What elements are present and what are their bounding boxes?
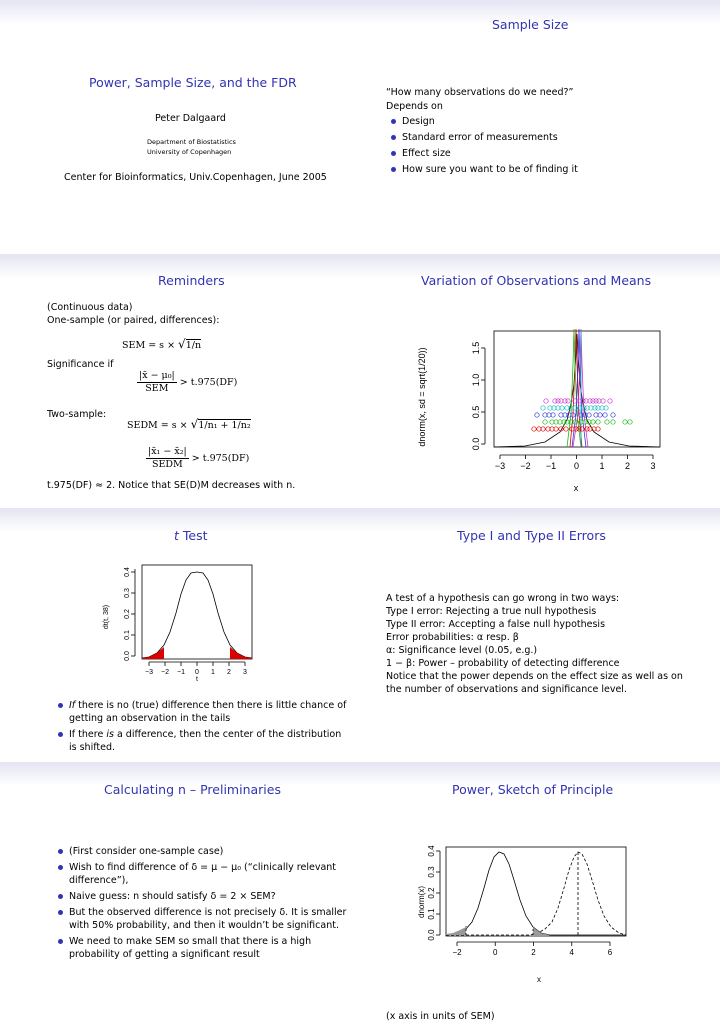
x-tick-label: −3 (145, 669, 153, 676)
x-tick-label: 2 (227, 669, 231, 676)
observation-point (596, 420, 600, 424)
x-axis-label: x (573, 483, 579, 493)
y-tick-label: 0.4 (124, 567, 131, 577)
observation-point (564, 427, 568, 431)
text-line: Error probabilities: α resp. β (386, 632, 519, 643)
y-axis-label: dt(t, 38) (103, 604, 110, 630)
denominator: SEM (145, 383, 169, 394)
list-item: (First consider one-sample case) (57, 845, 347, 858)
title-rest: Test (178, 528, 208, 543)
depends-list (390, 115, 578, 179)
text-line: Significance if (47, 359, 114, 370)
x-tick-label: 1 (599, 461, 605, 471)
formula-radicand: 1/n₁ + 1/n₂ (198, 420, 251, 431)
text-line: Type I error: Rejecting a true null hypothesis (386, 606, 597, 617)
fraction (146, 446, 189, 471)
text-line: Type II error: Accepting a false null hypothesis (386, 619, 606, 630)
preliminaries-list (57, 845, 347, 964)
emphasis: If (69, 700, 76, 711)
bullet-text: there is no (true) difference then there is little chance of getting an observation in the tails (69, 700, 347, 724)
observation-point (566, 399, 570, 403)
observation-point (608, 399, 612, 403)
significance-formula (137, 370, 237, 395)
text-line: Notice that the power depends on the effect size as well as on (386, 671, 683, 682)
university: University of Copenhagen (147, 148, 232, 156)
sedm-formula: SEDM = s × √1/n₁ + 1/n₂ (127, 417, 251, 431)
sample-size-frame (360, 0, 720, 254)
frame-title: Variation of Observations and Means (421, 273, 652, 288)
observation-point (605, 420, 609, 424)
list-item: Effect size (390, 147, 578, 160)
observation-point (532, 427, 536, 431)
depends-text: Depends on (386, 101, 443, 112)
text-line: α: Significance level (0.05, e.g.) (386, 645, 538, 656)
observation-point (623, 420, 627, 424)
y-tick-label: 0.2 (124, 609, 131, 619)
plot-box (446, 847, 626, 936)
observation-point (611, 420, 615, 424)
y-tick-label: 1.0 (471, 373, 481, 387)
x-axis-label: x (537, 975, 541, 984)
list-item: Standard error of measurements (390, 131, 578, 144)
presentation-title: Power, Sample Size, and the FDR (89, 75, 297, 90)
x-tick-label: −1 (177, 669, 185, 676)
x-tick-label: 2 (531, 948, 536, 957)
x-axis (145, 662, 247, 676)
title-frame (0, 0, 360, 254)
list-item: Design (390, 115, 578, 128)
bullet-text: If there (69, 729, 107, 740)
formula-lhs: SEM = s × (122, 340, 179, 351)
formula-lhs: SEDM = s × (127, 420, 191, 431)
x-tick-label: 4 (569, 948, 574, 957)
y-tick-label: 0.3 (124, 588, 131, 598)
t-test-frame (0, 508, 360, 762)
y-tick-label: 0.5 (471, 405, 481, 419)
variation-plot (415, 324, 675, 494)
author: Peter Dalgaard (155, 113, 226, 124)
reminders-frame (0, 254, 360, 508)
list-item (57, 728, 347, 754)
x-tick-label: −1 (545, 461, 557, 471)
fraction (137, 370, 177, 395)
y-tick-label: 0.0 (124, 651, 131, 661)
null-density-curve (446, 852, 626, 935)
x-tick-label: 1 (211, 669, 215, 676)
plot-box (142, 565, 252, 659)
venue: Center for Bioinformatics, Univ.Copenhagen, June 2005 (64, 172, 327, 183)
text-line: the number of observations and significance level. (386, 684, 627, 695)
x-tick-label: −2 (520, 461, 531, 471)
y-tick-label: 1.5 (471, 341, 481, 355)
list-item: But the observed difference is not precisely δ. It is smaller with 50% probability, and then it wouldn’t be significant. (57, 906, 347, 932)
x-tick-label: 0 (195, 669, 199, 676)
two-sample-formula (146, 446, 249, 471)
observation-point (603, 413, 607, 417)
observation-point (535, 413, 539, 417)
frame-title (174, 528, 208, 543)
x-axis (452, 942, 612, 957)
list-item: Naive guess: n should satisfy δ = 2 × SEM? (57, 890, 347, 903)
emphasis: is (106, 729, 114, 740)
bullet-text: a difference, then the center of the distribution is shifted. (69, 729, 342, 753)
alternative-density-curve (446, 852, 626, 935)
text-line: One-sample (or paired, differences): (47, 315, 220, 326)
y-tick-label: 0.0 (427, 929, 436, 941)
x-tick-label: 2 (624, 461, 631, 471)
slide-1 (0, 0, 720, 254)
x-axis (495, 455, 656, 471)
observation-point (544, 399, 548, 403)
plot-caption: (x axis in units of SEM) (386, 1011, 495, 1022)
y-tick-label: 0.1 (427, 908, 436, 920)
x-axis-label: t (196, 676, 198, 683)
critical-value: > t.975(DF) (191, 453, 250, 464)
text-line: t.975(DF) ≈ 2. Notice that SE(D)M decreases with n. (47, 480, 296, 491)
t-density-curve (142, 572, 252, 658)
numerator: |x̄₁ − x̄₂| (148, 446, 187, 457)
slide-3 (0, 508, 720, 762)
text-line: A test of a hypothesis can go wrong in two ways: (386, 593, 620, 604)
y-axis (124, 567, 135, 661)
formula-radicand: 1/n (185, 340, 202, 351)
list-item (57, 699, 347, 725)
slide-4 (0, 762, 720, 1022)
title-italic: t (174, 528, 179, 543)
x-tick-label: 3 (243, 669, 247, 676)
frame-title: Reminders (158, 273, 225, 288)
x-tick-label: 0 (573, 461, 580, 471)
variation-frame (360, 254, 720, 508)
y-axis (427, 845, 440, 941)
list-item: Wish to find difference of δ = μ − μ₀ (“clinically relevant difference”), (57, 861, 347, 887)
x-tick-label: 3 (650, 461, 656, 471)
text-line: (Continuous data) (47, 302, 133, 313)
t-test-bullets (57, 699, 347, 757)
y-tick-label: 0.2 (427, 887, 436, 899)
left-tail-area (446, 927, 466, 935)
power-sketch-frame (360, 762, 720, 1022)
frame-title: Power, Sketch of Principle (452, 782, 614, 797)
list-item: How sure you want to be of finding it (390, 163, 578, 176)
observation-point (541, 406, 545, 410)
calculating-n-frame (0, 762, 360, 1016)
y-axis-label: dnorm(x, sd = sqrt(1/20)) (417, 347, 427, 447)
text-line: 1 − β: Power – probability of detecting difference (386, 658, 620, 669)
errors-frame (360, 508, 720, 762)
frame-title: Type I and Type II Errors (457, 528, 606, 543)
x-tick-label: −2 (161, 669, 169, 676)
slide-2 (0, 254, 720, 508)
x-tick-label: 6 (607, 948, 613, 957)
question-text: “How many observations do we need?” (386, 87, 574, 98)
text-line: Two-sample: (47, 409, 107, 420)
y-tick-label: 0.1 (124, 630, 131, 640)
observation-point (543, 420, 547, 424)
observation-point (611, 413, 615, 417)
power-sketch-plot (417, 842, 680, 992)
frame-title: Sample Size (492, 17, 569, 32)
x-tick-label: −3 (494, 461, 506, 471)
y-axis-label: dnorm(x) (417, 885, 426, 919)
y-tick-label: 0.4 (427, 845, 436, 857)
y-tick-label: 0.3 (427, 866, 436, 878)
sem-formula: SEM = s × √1/n (122, 337, 202, 351)
x-tick-label: −2 (452, 948, 462, 957)
critical-value: > t.975(DF) (179, 377, 238, 388)
frame-title: Calculating n – Preliminaries (104, 782, 281, 797)
department: Department of Biostatistics (147, 138, 236, 146)
observation-point (628, 420, 632, 424)
list-item: We need to make SEM so small that there is a high probability of getting a significant result (57, 935, 347, 961)
y-axis (471, 342, 485, 451)
denominator: SEDM (151, 459, 183, 470)
t-density-plot (100, 563, 260, 688)
x-tick-label: 0 (493, 948, 498, 957)
y-tick-label: 0.0 (471, 437, 481, 451)
numerator: |x̄ − μ₀| (139, 370, 175, 381)
